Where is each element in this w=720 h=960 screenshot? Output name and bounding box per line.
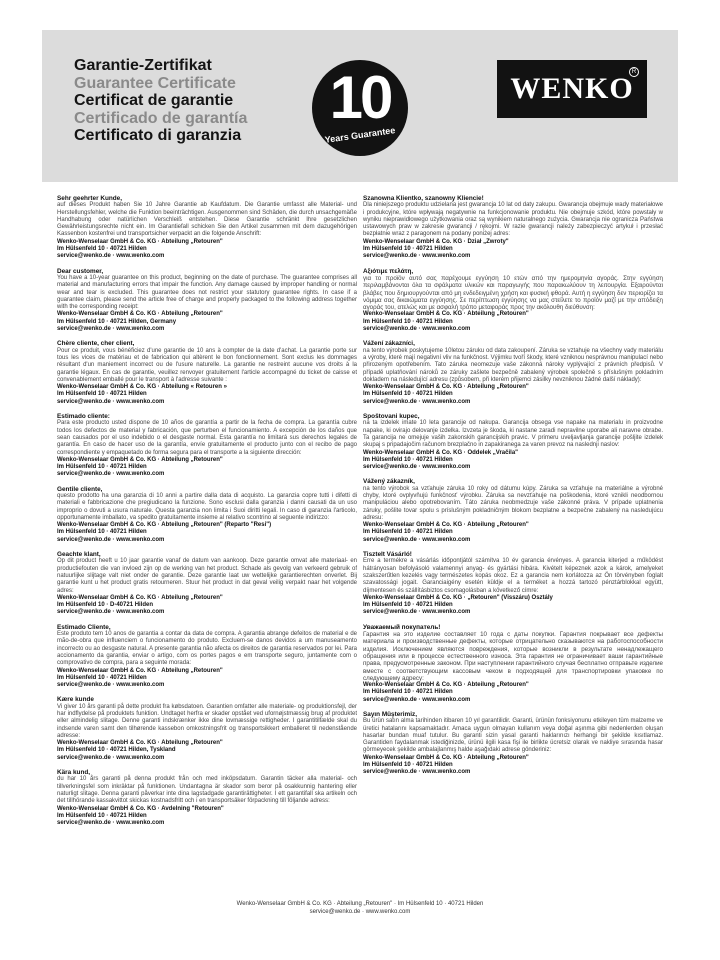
block-address-line: Wenko-Wenselaar GmbH & Co. KG · Dział „Zwroty" [363, 238, 509, 245]
block-address-line: service@wenko.de · www.wenko.com [57, 820, 165, 827]
title-de: Garantie-Zertifikat [74, 57, 212, 74]
block-body: auf dieses Produkt haben Sie 10 Jahre Garantie ab Kaufdatum. Die Garantie umfasst alle Material- und Herstellungsfehler, welche die Funktion beeinträchtigen. Ausgenommen sind Schäden, die durch unsachgemäße Handhabung oder natürlichen Verschleiß entstehen. Diese Garantie schränkt Ihre gesetzlichen Gewährleistungsrechte nicht ein. Im Garantiefall schicken Sie den Artikel zusammen mit dem dazugehörigen Kassenbon kostenfrei und transportsicher verpackt an die folgende Anschrift: [57, 202, 357, 238]
guarantee-block [363, 268, 663, 334]
block-body: Гарантия на это изделие составляет 10 года с даты покупки. Гарантия покрывает все дефекты материала и производственные дефекты, которые отрицательно сказываются на работоспособности изделия. Исключением являются повреждения, которые возникли в результате ненадлежащего обращения или в процессе естественного износа. Эта гарантия не ограничивает ваши гарантийные права, предусмотренные законом. При наступлении гарантийного случая бесплатно отправьте изделие вместе с соответствующим кассовым чеком в подходящей для транспортировки упаковке по следующему адресу: [363, 631, 663, 682]
block-address-line: Im Hülsenfeld 10 · 40721 Hilden, Tyskland [57, 747, 176, 754]
title-fr: Certificat de garantie [74, 92, 234, 109]
block-body: Erre a termékre a vásárlás időpontjától számítva 10 év garancia érvényes. A garancia kiterjed a működést hátrányosan befolyásoló valamennyi anyag- és gyártási hibára. Kivételt képeznek azok a károk, amelyeket szakszerűtlen kezelés vagy természetes kopás okoz. Ez a garancia nem korlátozza az Ön törvényben foglalt szavatossági jogait. Garanciaigény esetén küldje el a terméket a hozzá tartozó pénztárblokkal együtt, díjmentesen és szállításbiztos csomagolásban a következő címre: [363, 558, 663, 594]
block-address-line: service@wenko.de · www.wenko.com [57, 536, 165, 543]
block-address-line: Wenko-Wenselaar GmbH & Co. KG · Abteilung „Retouren" [57, 456, 223, 463]
block-address-line: service@wenko.de · www.wenko.com [57, 253, 165, 260]
block-address-line: service@wenko.de · www.wenko.com [363, 696, 471, 703]
block-address-line: Im Hülsenfeld 10 · D-40721 Hilden [57, 602, 154, 609]
guarantee-block [57, 696, 357, 762]
block-address-line: service@wenko.de · www.wenko.com [363, 326, 471, 333]
block-address-line: Im Hülsenfeld 10 · 40721 Hilden [363, 456, 453, 463]
certificate-titles [74, 57, 247, 145]
block-address-line: Wenko-Wenselaar GmbH & Co. KG · Abteilung „Retouren" [57, 594, 223, 601]
block-address-line: Wenko-Wenselaar GmbH & Co. KG · Abteilung „Retouren" (Reparto "Resi") [57, 522, 272, 529]
block-address-line: Wenko-Wenselaar GmbH & Co. KG · Abteilung „Retouren" [363, 311, 529, 318]
block-address-line: Im Hülsenfeld 10 · 40721 Hilden, Germany [57, 318, 177, 325]
block-address-line: Im Hülsenfeld 10 · 40721 Hilden [57, 464, 147, 471]
block-address-line: Im Hülsenfeld 10 · 40721 Hilden [363, 529, 453, 536]
block-address-line: service@wenko.de · www.wenko.com [57, 398, 165, 405]
block-address-line: Im Hülsenfeld 10 · 40721 Hilden [363, 602, 453, 609]
block-address-line: Wenko-Wenselaar GmbH & Co. KG · Abteilung „Retouren" [57, 311, 223, 318]
block-address-line: Wenko-Wenselaar GmbH & Co. KG · Oddelek „Vračila" [363, 449, 518, 456]
guarantee-block [363, 624, 663, 704]
block-address-line: Im Hülsenfeld 10 · 40721 Hilden [57, 674, 147, 681]
footer-address: Wenko-Wenselaar GmbH & Co. KG · Abteilung „Retouren" · Im Hülsenfeld 10 · 40721 Hilden [236, 901, 484, 907]
block-heading: Sayın Müşterimiz, [363, 711, 417, 718]
guarantee-block [363, 478, 663, 544]
block-body: Pour ce produit, vous bénéficiez d'une garantie de 10 ans à compter de la date d'achat. La garantie porte sur tous les vices de matériau et de fabrication qui altèrent le bon fonctionnement. Sont exclus les dommages résultant d'un maniement incorrect ou de l'usure naturelle. La garantie ne restreint aucune vos droits à la garantie légaux. En cas de garantie, veuillez renvoyer gratuitement l'article accompagné du ticket de caisse et convenablement emballé pour le transport à l'adresse suivante : [57, 347, 357, 383]
block-body: Op dit product heeft u 10 jaar garantie vanaf de datum van aankoop. Deze garantie omvat alle materiaal- en productiefouten die van invloed zijn op de werking van het product. Schade als gevolg van verkeerd gebruik of natuurlijke slijtage valt niet onder de garantie. Deze garantie laat uw wettelijke garantierechten onverlet. Bij garantie kunt u het product gratis retourneren. Stuur het product in dat geval veilig verpakt naar het volgende adres: [57, 558, 357, 594]
block-heading: Vážený zákazník, [363, 478, 415, 486]
guarantee-block [363, 413, 663, 471]
footer [0, 900, 720, 916]
right-column [363, 195, 663, 784]
block-body: Dla niniejszego produktu udzielana jest gwarancja 10 lat od daty zakupu. Gwarancja obejmuje wady materiałowe i produkcyjne, które wpływają negatywnie na funkcjonowanie produktu. Nie obejmuje szkód, które powstały w wyniku nieprawidłowego użytkowania oraz są wynikiem naturalnego zużycia. Gwarancja nie ogranicza Państwa ustawowych praw w zakresie gwarancji / rękojmi. W razie gwarancji należy zabezpieczyć artykuł i przesłać bezpłatnie wraz z paragonem na podany poniżej adres: [363, 202, 663, 238]
block-address-line: service@wenko.de · www.wenko.com [57, 609, 165, 616]
guarantee-block [57, 486, 357, 544]
block-address-line: service@wenko.de · www.wenko.com [57, 326, 165, 333]
block-address-line: Im Hülsenfeld 10 · 40721 Hilden [57, 391, 147, 398]
guarantee-block [57, 340, 357, 406]
block-address-line: Im Hülsenfeld 10 · 40721 Hilden [363, 246, 453, 253]
block-address-line: Wenko-Wenselaar GmbH & Co. KG · Abteilung „Retouren" [363, 522, 529, 529]
block-address-line: service@wenko.de · www.wenko.com [57, 682, 165, 689]
block-address-line: Im Hülsenfeld 10 · 40721 Hilden [363, 391, 453, 398]
left-column [57, 195, 357, 834]
title-en: Guarantee Certificate [74, 74, 236, 92]
block-address-line: service@wenko.de · www.wenko.com [363, 536, 471, 543]
guarantee-block [57, 624, 357, 690]
block-heading: Dear customer, [57, 267, 104, 275]
block-address-line: Im Hülsenfeld 10 · 40721 Hilden [363, 762, 453, 769]
guarantee-block [57, 769, 357, 827]
ten-years-badge [312, 60, 408, 156]
block-body: na tento výrobok sa vzťahuje záruka 10 roky od dátumu kúpy. Záruka sa vzťahuje na materiálne a výrobné chyby, ktoré ovplyvňujú funkčnosť výrobku. Záruka sa nevzťahuje na poškodenia, ktoré vznikli neodbornou manipuláciou alebo opotrebovaním. Táto záruka neobmedzuje vaše zákonné práva. V prípade uplatnenia záruky, pošlite tovar spolu s príslušným pokladničným blokom bezplatne a bezpečne zabalený na nasledujúcu adresu: [363, 485, 663, 521]
badge-text: Years Guarantee [324, 125, 396, 145]
block-address-line: Wenko-Wenselaar GmbH & Co. KG · Abteilung „Retouren" [57, 238, 223, 245]
block-address-line: Wenko-Wenselaar GmbH & Co. KG · Abteilung „Retouren" [57, 740, 223, 747]
block-address-line: Wenko-Wenselaar GmbH & Co. KG · Avdelning "Retouren" [57, 805, 224, 812]
block-heading: Estimado cliente: [57, 413, 110, 421]
certificate-header [42, 30, 678, 182]
block-heading: Tisztelt Vásárló! [363, 551, 412, 559]
guarantee-block [57, 195, 357, 261]
block-address-line: Wenko-Wenselaar GmbH & Co. KG · Abteilung « Retouren » [57, 384, 227, 391]
guarantee-block [57, 551, 357, 617]
block-body: Bu ürün satın alma tarihinden itibaren 10 yıl garantilidir. Garanti, ürünün fonksiyonunu etkileyen tüm malzeme ve üretici hatalarını kapsamaktadır. Amaca uygun olmayan kullanım veya doğal aşınma gibi nedenlerden oluşan hasarlar bundan muaf tutulur. Bu garanti sizin yasal garanti haklarınızı herhangi bir şekilde kısıtlamaz. Garantiden faydalanmak istediğinizde, ürünü ilgili kasa fişi ile birlikte ücretsiz olarak ve nakliye sırasında hasar görmeyecek şekilde ambalajlanmış halde aşağıdaki adrese gönderiniz: [363, 718, 663, 754]
block-address-line: service@wenko.de · www.wenko.com [363, 464, 471, 471]
title-it: Certificato di garanzia [74, 127, 242, 144]
footer-contact: service@wenko.de · www.wenko.com [309, 909, 411, 915]
block-address-line: Im Hülsenfeld 10 · 40721 Hilden [363, 689, 453, 696]
block-address-line: Wenko-Wenselaar GmbH & Co. KG · Abteilung „Retouren" [57, 667, 223, 674]
block-address-line: service@wenko.de · www.wenko.com [363, 769, 471, 776]
block-heading: Уважаемый покупатель! [363, 623, 441, 631]
block-heading: Kære kunde [57, 696, 94, 704]
block-address-line: service@wenko.de · www.wenko.com [57, 471, 165, 478]
block-address-line: Wenko-Wenselaar GmbH & Co. KG · Abteilung „Retouren" [363, 682, 529, 689]
block-address-line: Im Hülsenfeld 10 · 40721 Hilden [57, 246, 147, 253]
block-heading: Estimado Cliente, [57, 623, 111, 631]
block-body: du har 10 års garanti på denna produkt från och med inköpsdatum. Garantin täcker alla material- och tillverkningsfel som inkräktar på funktionen. Undantagna är skador som beror på osakkunnig hantering eller naturligt slitage. Denna garanti påverkar inte dina lagstadgade garantirättigheter. I ett garantifall ska artikeln och det tillhörande kassakvittot skickas kostnadsfritt och i en transportsäker förpackning till följande adress: [57, 776, 357, 805]
block-heading: Vážení zákazníci, [363, 340, 415, 348]
badge-number: 10 [329, 64, 391, 131]
block-address-line: service@wenko.de · www.wenko.com [363, 398, 471, 405]
block-address-line: Wenko-Wenselaar GmbH & Co. KG · Abteilung „Retouren" [363, 754, 529, 761]
block-body: You have a 10-year guarantee on this product, beginning on the date of purchase. The guarantee comprises all material and manufacturing errors that impair the function. Any damage caused by improper handling or normal wear and tear is excluded. This guarantee does not restrict your statutory guarantee rights. In case if a guarantee claim, please send the article free of charge and properly packaged to the following address together with the corresponding receipt: [57, 274, 357, 311]
block-address-line: Wenko-Wenselaar GmbH & Co. KG · Abteilung „Retouren" [363, 384, 529, 391]
block-body: na ta izdelek imate 10 leta garancije od nakupa. Garancija obsega vse napake na materialu in proizvodne napake, ki ovirajo delovanje izdelka. Izvzeta je škoda, ki nastane zaradi nepravilne uporabe ali naravne obrabe. Ta garancija ne omejuje vaših zakonskih garancijskih pravic. V primeru uveljavljanja garancije pošljite izdelek skupaj s pripadajočim računom brezplačno in zapakiranega za varen prevoz na naslednji naslov: [363, 420, 663, 449]
block-body: για το προϊόν αυτό σας παρέχουμε εγγύηση 10 ετών από την ημερομηνία αγοράς. Στην εγγύηση περιλαμβάνονται όλα τα σφάλματα υλικών και παραγωγής που παρακωλύουν τη λειτουργία. Εξαιρούνται βλάβες που δημιουργούνται από μη ενδεδειγμένη χρήση και φυσική φθορά. Αυτή η εγγύηση δεν περιορίζει τα νόμιμα σας δικαιώματα εγγύησης. Σε περίπτωση εγγύησης να μας στείλετε το προϊόν μαζί με την απόδειξη αγοράς του, ατελώς και με ασφαλή τρόπο μεταφοράς προς την ακόλουθη διεύθυνση: [363, 274, 663, 312]
block-body: questo prodotto ha una garanzia di 10 anni a partire dalla data di acquisto. La garanzia copre tutti i difetti di materiali e fabbricazione che pregiudicano la funzione. Sono esclusi dalla garanzia i danni causati da un uso improprio o dovuti a usura naturale. Questa garanzia non limita i Suoi diritti legali. In caso di garanzia l'articolo, opportunamente imballato, va spedito gratuitamente insieme al relativo scontrino al seguente indirizzo: [57, 492, 357, 521]
guarantee-block [57, 413, 357, 479]
block-address-line: Wenko-Wenselaar GmbH & Co. KG · „Retouren" (Visszáru) Osztály [363, 594, 553, 601]
block-body: Para este producto usted dispone de 10 años de garantía a partir de la fecha de compra. La garantía cubre todos los defectos de material y fabricación, que perturben el funcionamiento. A excepción de los daños que sean causados por el uso indebido o el desgaste normal. Esta garantía no limitará sus derechos legales de garantía. En caso de hacer uso de la garantía, envíe gratuitamente el producto junto con el recibo de pago correspondiente y empaquetado de forma segura para el transporte a la siguiente dirección: [57, 420, 357, 456]
title-es: Certificado de garantía [74, 109, 248, 127]
block-body: na tento výrobek poskytujeme 10letou záruku od data zakoupení. Záruka se vztahuje na všechny vady materiálu a výroby, které mají negativní vliv na funkčnost. Výjimku tvoří škody, které vzniknou nesprávnou manipulací nebo přirozeným opotřebením. Tato záruka neomezuje vaše zákonná nároky vyplývající z právních předpisů. V případě uplatňování nároků ze záruky zašlete bezpečně zabalený výrobek společně s příslušným pokladním dokladem na následující adresu (způsobem, při kterém přijemci zásilky nevzniknou žádné další náklady): [363, 347, 663, 383]
wenko-logo [497, 60, 647, 118]
guarantee-block [57, 268, 357, 334]
guarantee-block [363, 711, 663, 777]
block-heading: Spoštovani kupec, [363, 413, 420, 421]
block-address-line: Im Hülsenfeld 10 · 40721 Hilden [363, 318, 453, 325]
block-body: Vi giver 10 års garanti på dette produkt fra købsdatoen. Garantien omfatter alle materiale- og produktionsfejl, der har indflydelse på produktets funktion. Undtaget herfra er skader opstået ved ufornøjstmæssig brug af produktet eller almindelig slitage. Denne garanti indskrænker ikke dine lovmæssige rettigheder. I garantitilfælde skal du indsende varen samt den tilhørende kassebon omkostningsfrit og transportsikkert emballeret til nedenstående adresse: [57, 703, 357, 739]
guarantee-block [363, 340, 663, 406]
block-heading: Chère cliente, cher client, [57, 340, 135, 348]
block-body: Este produto tem 10 anos de garantia a contar da data de compra. A garantia abrange defeitos de material e de mão-de-obra que influenciem o funcionamento do produto. Excluem-se danos devidos a um manuseamento incorrecto ou ao desgaste natural. A presente garantia não afecta os direitos de garantia reservados por lei. Para accionamento da garantia, enviar o artigo, com os portes pagos e em transporte seguro, juntamente com o comprovativo de compra, para a seguinte morada: [57, 631, 357, 667]
block-heading: Szanowna Klientko, szanowny Kliencie! [363, 195, 484, 202]
block-address-line: Im Hülsenfeld 10 · 40721 Hilden [57, 529, 147, 536]
registered-mark-icon: R [629, 67, 639, 77]
block-heading: Gentile cliente, [57, 485, 103, 493]
guarantee-block [363, 551, 663, 617]
block-heading: Geachte klant, [57, 551, 101, 559]
block-address-line: service@wenko.de · www.wenko.com [363, 609, 471, 616]
logo-text: WENKO [510, 72, 634, 105]
block-address-line: service@wenko.de · www.wenko.com [57, 754, 165, 761]
guarantee-block [363, 195, 663, 261]
block-heading: Kära kund, [57, 769, 91, 777]
block-address-line: Im Hülsenfeld 10 · 40721 Hilden [57, 812, 147, 819]
block-heading: Sehr geehrter Kunde, [57, 195, 122, 202]
block-heading: Αξιότιμε πελάτη, [363, 267, 414, 275]
block-address-line: service@wenko.de · www.wenko.com [363, 253, 471, 260]
